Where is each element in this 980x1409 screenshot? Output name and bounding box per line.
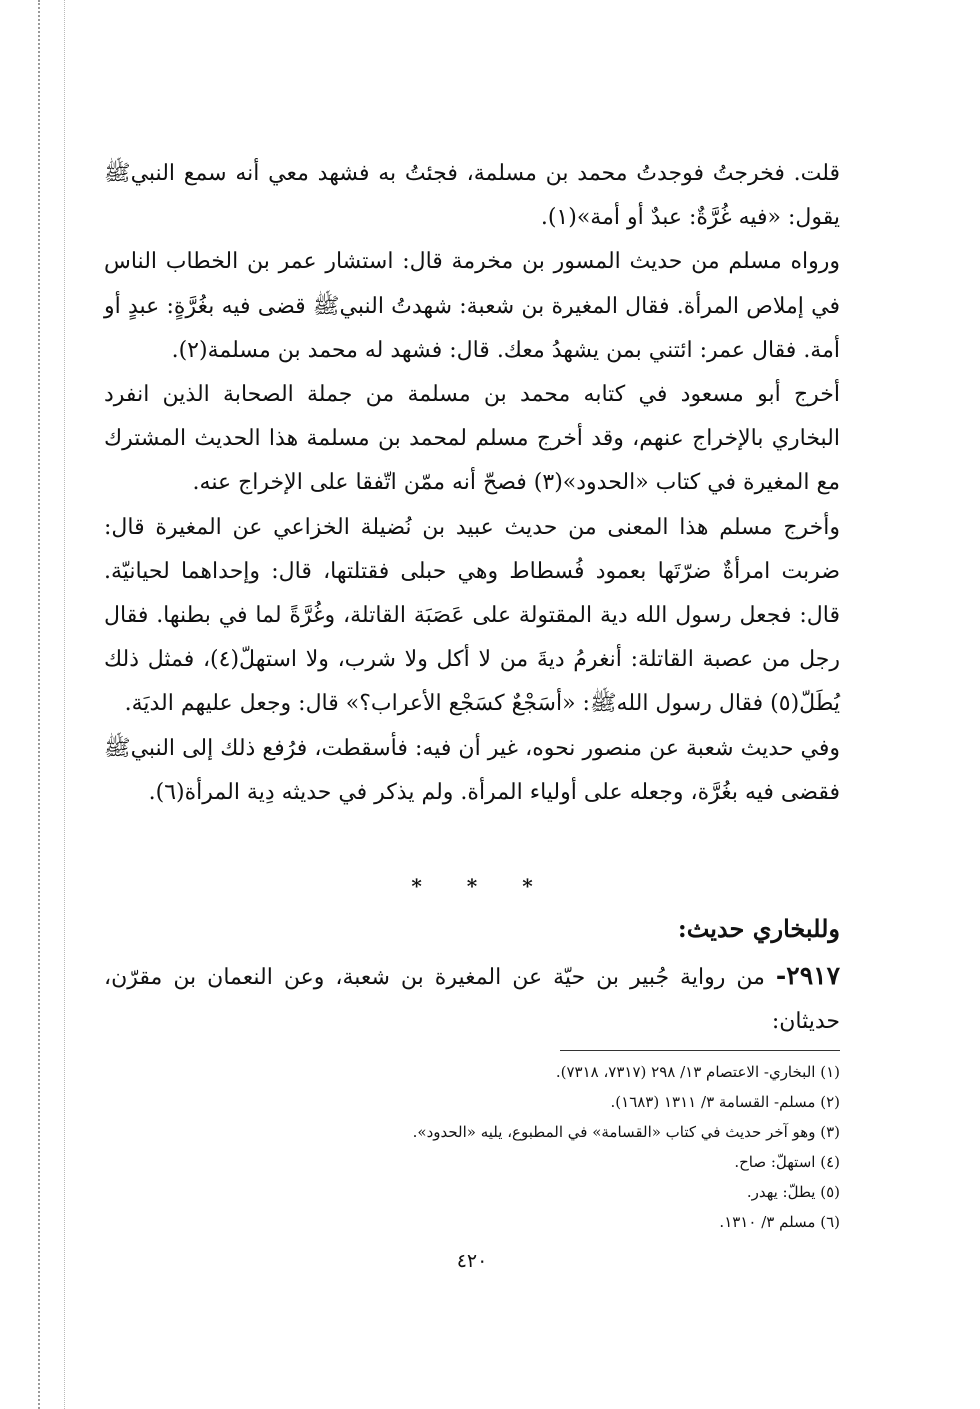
paragraph-4: وأخرج مسلم هذا المعنى من حديث عبيد بن نُضيلة الخزاعي عن المغيرة قال: ضربت امرأةٌ ضرّتَها بعمود فُسطاط وهي حبلى فقتلتها، قال: وإحداهما لحيانيّة. قال: فجعل رسول الله دية المقتولة على عَصَبَة القاتلة، وغُرَّةً لما في بطنها. فقال رجل من عصبة القاتلة: أنغرمُ ديةَ من لا أكل ولا شرب، ولا استهلّ(٤)، فمثل ذلك يُطَلّ(٥) فقال رسول اللهﷺ: «أسَجْعٌ كسَجْع الأعراب؟» قال: وجعل عليهم الديَة. [104,514,840,717]
paragraph-1: قلت. فخرجتُ فوجدتُ محمد بن مسلمة، فجئتُ به فشهد معي أنه سمع النبيﷺ يقول: «فيه غُرَّةٌ: عبدٌ أو أمة»(١). [104,161,840,231]
footnotes-list [140,1057,840,1237]
footnote-divider [560,1050,840,1051]
footnote-3: (٣) وهو آخر حديث في كتاب «القسامة» في المطبوع، يليه «الحدود». [412,1123,840,1141]
page-number: ٤٢٠ [456,1250,488,1272]
scan-edge-dots-inner [64,0,65,1409]
footnote-1: (١) البخاري- الاعتصام ١٣/ ٢٩٨ (٧٣١٧، ٧٣١٨). [555,1063,840,1081]
hadith-text: من رواية جُبير بن حيّة عن المغيرة بن شعبة، وعن النعمان بن مقرّن، حديثان: [104,965,840,1034]
section-separator: * * * [411,874,533,898]
scan-edge-dots [38,0,40,1409]
main-text [104,152,840,815]
footnote-6: (٦) مسلم ٣/ ١٣١٠. [719,1213,840,1231]
hadith-entry [104,954,840,1044]
footnote-4: (٤) استهلّ: صاح. [734,1153,840,1171]
footnote-5: (٥) يطلّ: يهدر. [746,1183,840,1201]
hadith-number: ٢٩١٧- [775,961,840,990]
footnote-2: (٢) مسلم- القسامة ٣/ ١٣١١ (١٦٨٣). [610,1093,840,1111]
paragraph-5: وفي حديث شعبة عن منصور نحوه، غير أن فيه: فأسقطت، فرُفع ذلك إلى النبيﷺ فقضى فيه بغُرَّة، وجعله على أولياء المرأة. ولم يذكر في حديثه دِية المرأة(٦). [104,735,840,805]
section-heading: وللبخاري حديث: [677,914,840,943]
paragraph-2: ورواه مسلم من حديث المسور بن مخرمة قال: استشار عمر بن الخطاب الناس في إملاص المرأة. فقال المغيرة بن شعبة: شهدتُ النبيﷺ قضى فيه بغُرَّةٍ: عبدٍ أو أمة. فقال عمر: ائتني بمن يشهدُ معك. قال: فشهد له محمد بن مسلمة(٢). [104,249,840,363]
paragraph-3: أخرج أبو مسعود في كتابه محمد بن مسلمة من جملة الصحابة الذين انفرد البخاري بالإخراج عنهم، وقد أخرج مسلم لمحمد بن مسلمة هذا الحديث المشترك مع المغيرة في كتاب «الحدود»(٣) فصحّ أنه ممّن اتّفقا على الإخراج عنه. [104,382,840,496]
